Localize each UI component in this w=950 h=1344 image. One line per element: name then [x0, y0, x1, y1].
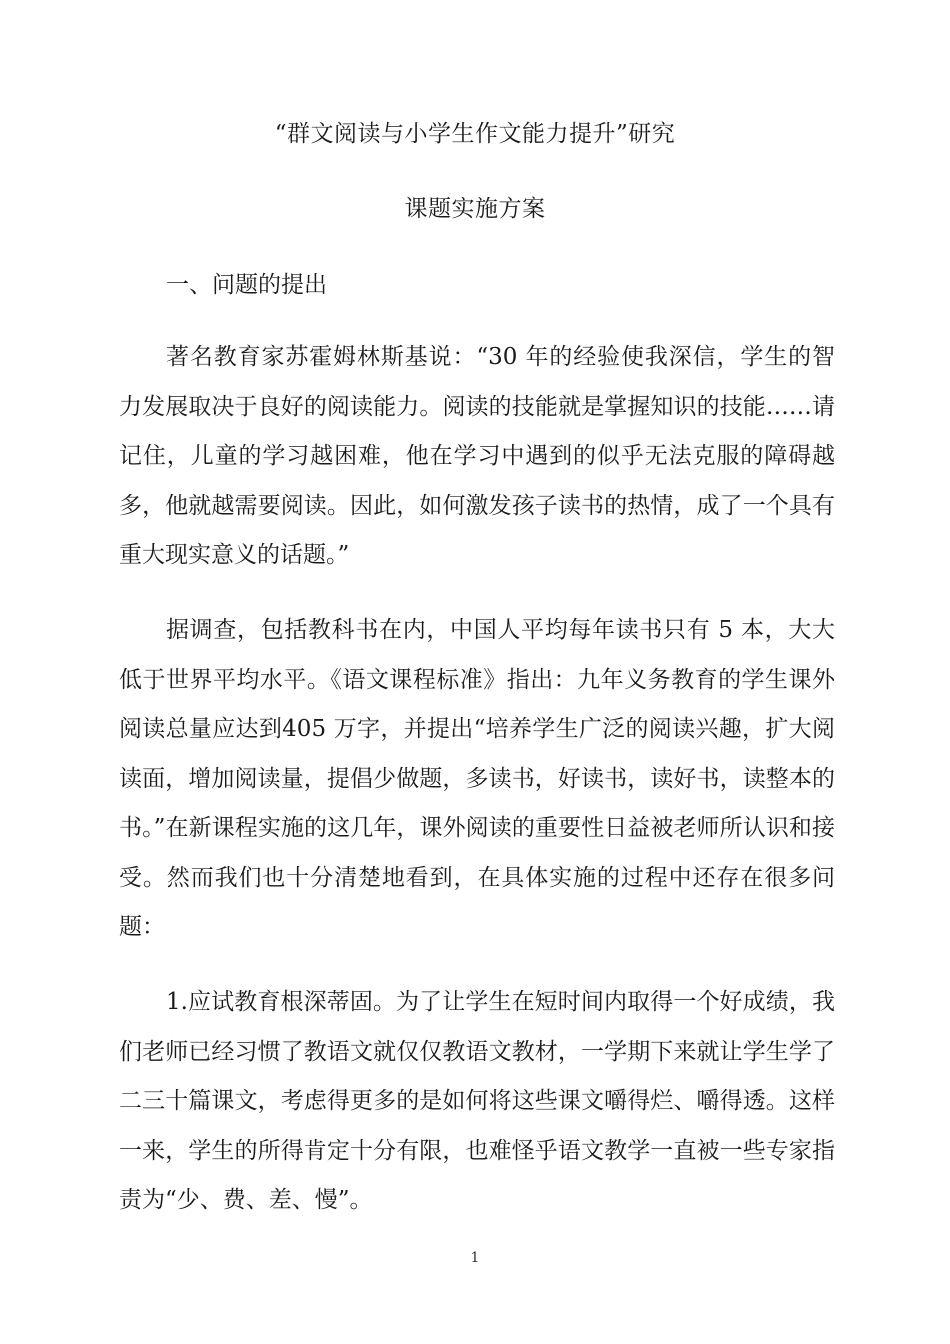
body-paragraph: 1.应试教育根深蒂固。为了让学生在短时间内取得一个好成绩，我们老师已经习惯了教语文就仅仅教语文教材，一学期下来就让学生学了二三十篇课文，考虑得更多的是如何将这些课文嚼得烂、嚼得透。这样一来，学生的所得肯定十分有限，也难怪乎语文教学一直被一些专家指责为“少、费、差、慢”。	[119, 989, 835, 1213]
section-heading: 一、问题的提出	[166, 272, 327, 298]
document-subtitle: 课题实施方案	[404, 196, 546, 222]
body-paragraph: 据调查，包括教科书在内，中国人平均每年读书只有 5 本，大大低于世界平均水平。《语文课程标准》指出：九年义务教育的学生课外阅读总量应达到405 万字，并提出“培养学生广泛的阅读兴趣，扩大阅读面，增加阅读量，提倡少做题，多读书，好读书，读好书，读整本的书。”在新课程实施的这几年，课外阅读的重要性日益被老师所认识和接受。然而我们也十分清楚地看到，在具体实施的过程中还存在很多问题：	[119, 617, 835, 940]
body-paragraph: 著名教育家苏霍姆林斯基说：“30 年的经验使我深信，学生的智力发展取决于良好的阅读能力。阅读的技能就是掌握知识的技能……请记住，儿童的学习越困难，他在学习中遇到的似乎无法克服的障碍越多，他就越需要阅读。因此，如何激发孩子读书的热情，成了一个具有重大现实意义的话题。”	[119, 344, 835, 568]
document-title: “群文阅读与小学生作文能力提升”研究	[274, 121, 676, 147]
page-number: 1	[470, 1250, 480, 1266]
